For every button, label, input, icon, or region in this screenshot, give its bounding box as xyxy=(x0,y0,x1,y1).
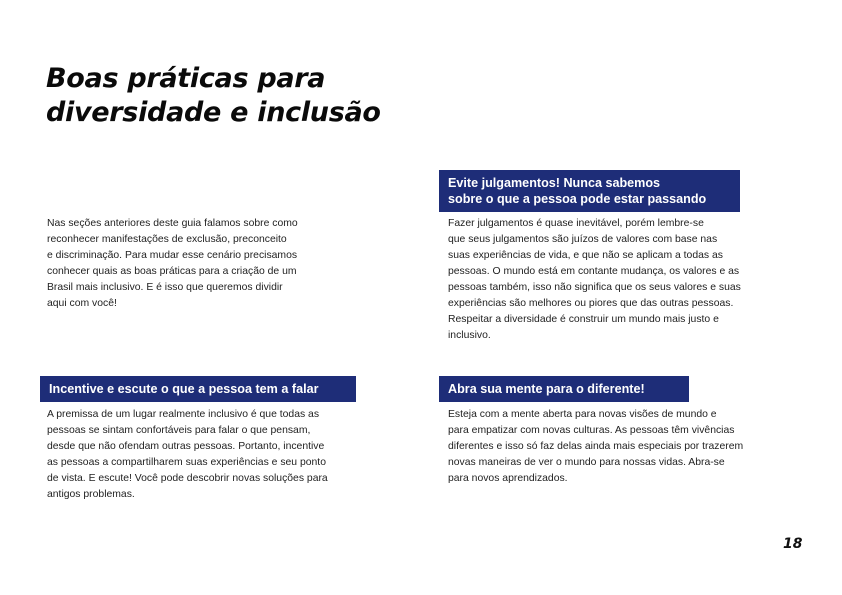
section-line: para novos aprendizados. xyxy=(448,473,568,484)
section-line: novas maneiras de ver o mundo para nossas vidas. Abra-se xyxy=(448,457,725,468)
section-paragraph-avoid-judgment xyxy=(448,216,741,344)
page-number: 18 xyxy=(783,536,803,552)
section-line: experiências são melhores ou piores que das outras pessoas. xyxy=(448,298,734,309)
page-title-line: diversidade e inclusão xyxy=(46,97,381,128)
intro-line: aqui com você! xyxy=(47,298,117,309)
section-paragraph-open-mind xyxy=(448,407,743,487)
section-line: A premissa de um lugar realmente inclusivo é que todas as xyxy=(47,409,320,420)
section-line: Esteja com a mente aberta para novas visões de mundo e xyxy=(448,409,717,420)
section-line: pessoas também, isso não significa que os seus valores e suas xyxy=(448,282,741,293)
intro-line: reconhecer manifestações de exclusão, preconceito xyxy=(47,234,287,245)
intro-line: e discriminação. Para mudar esse cenário precisamos xyxy=(47,250,298,261)
section-line: Respeitar a diversidade é construir um mundo mais justo e xyxy=(448,314,719,325)
section-line: pessoas se sintam confortáveis para falar o que pensam, xyxy=(47,425,311,436)
section-heading-line: Abra sua mente para o diferente! xyxy=(448,382,645,396)
page-title-line: Boas práticas para xyxy=(46,63,326,94)
section-line: de vista. E escute! Você pode descobrir novas soluções para xyxy=(47,473,328,484)
section-line: diferentes e isso só faz delas ainda mais especiais por trazerem xyxy=(448,441,744,452)
intro-line: Nas seções anteriores deste guia falamos sobre como xyxy=(47,218,298,229)
section-line: desde que não ofendam outras pessoas. Portanto, incentive xyxy=(47,441,325,452)
intro-line: Brasil mais inclusivo. E é isso que queremos dividir xyxy=(47,282,283,293)
section-line: que seus julgamentos são juízos de valores com base nas xyxy=(448,234,718,245)
section-heading-line: Evite julgamentos! Nunca sabemos xyxy=(448,176,661,190)
section-line: Fazer julgamentos é quase inevitável, porém lembre-se xyxy=(448,218,704,229)
section-heading-line: sobre o que a pessoa pode estar passando xyxy=(448,192,707,206)
section-heading-encourage-listen xyxy=(40,376,356,402)
section-line: suas experiências de vida, e que não se aplicam a todas as xyxy=(448,250,723,261)
section-paragraph-encourage-listen xyxy=(47,407,328,503)
page-title xyxy=(46,62,381,130)
intro-line: conhecer quais as boas práticas para a criação de um xyxy=(47,266,297,277)
section-line: pessoas. O mundo está em contante mudança, os valores e as xyxy=(448,266,740,277)
section-heading-avoid-judgment xyxy=(439,170,740,212)
intro-paragraph xyxy=(47,216,298,312)
section-line: as pessoas a compartilharem suas experiências e seu ponto xyxy=(47,457,326,468)
section-line: inclusivo. xyxy=(448,330,491,341)
section-heading-line: Incentive e escute o que a pessoa tem a falar xyxy=(49,382,319,396)
section-heading-open-mind xyxy=(439,376,689,402)
section-line: para empatizar com novas culturas. As pessoas têm vivências xyxy=(448,425,735,436)
section-line: antigos problemas. xyxy=(47,489,135,500)
